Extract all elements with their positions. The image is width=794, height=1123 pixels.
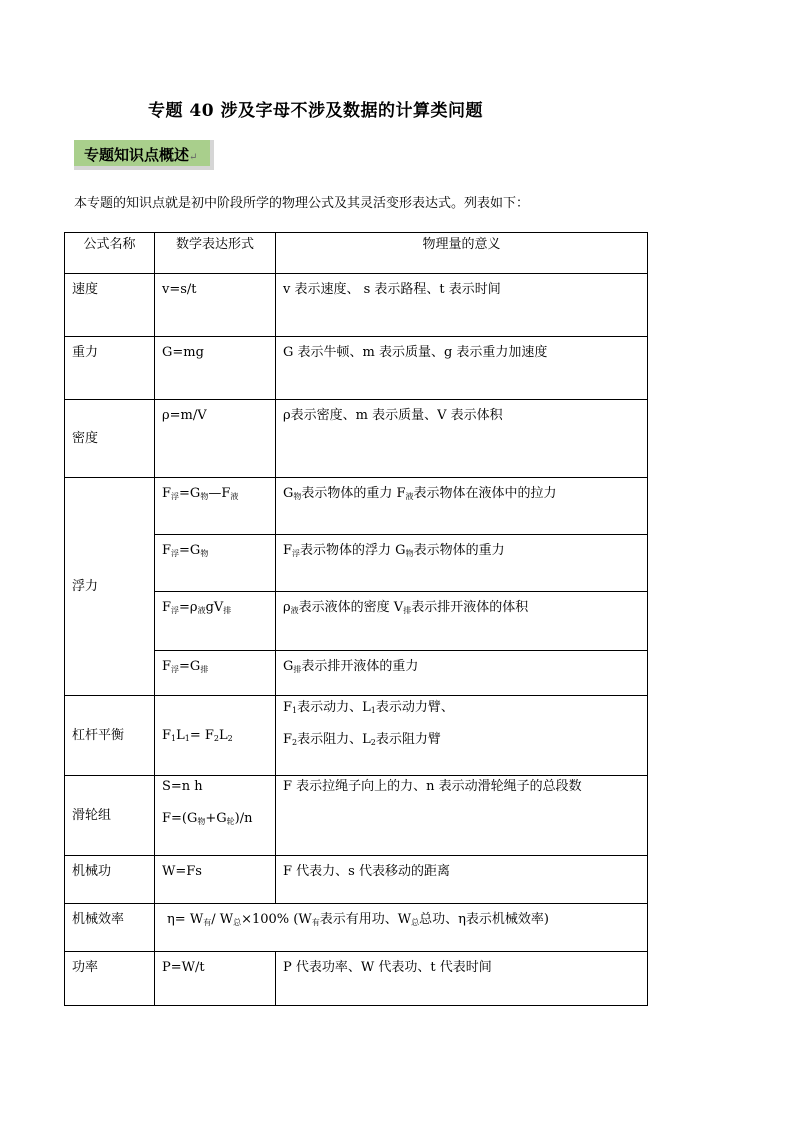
cell-formula: $F_浮=G_排$: [155, 651, 276, 696]
formula-table: [64, 232, 648, 1006]
cell-meaning: $G_物$表示物体的重力 $F_液$表示物体在液体中的拉力: [276, 478, 648, 535]
cell-formula: S=n h $F=(G_物+G_轮)/n$: [155, 776, 276, 856]
cell-name: 机械功: [65, 856, 155, 904]
cell-meaning: F 表示拉绳子向上的力、n 表示动滑轮绳子的总段数: [276, 776, 648, 856]
table-header-row: [65, 233, 648, 274]
cell-name: 功率: [65, 952, 155, 1006]
table-row-density: [65, 400, 648, 478]
table-row-pulley: [65, 776, 648, 856]
cell-meaning: $F_浮$表示物体的浮力 $G_物$表示物体的重力: [276, 535, 648, 592]
cell-name: 速度: [65, 274, 155, 337]
cell-meaning: ρ表示密度、m 表示质量、V 表示体积: [276, 400, 648, 478]
cell-formula: $F_浮=G_物—F_液$: [155, 478, 276, 535]
table-row-buoyancy-1: [65, 478, 648, 535]
table-row-work: [65, 856, 648, 904]
cell-formula: P=W/t: [155, 952, 276, 1006]
table-row-speed: [65, 274, 648, 337]
cell-formula: $\eta= W_有/$ $W_总\times 100\%$ ($W_有$表示有用功、$W_总$总功、η表示机械效率): [155, 904, 648, 952]
cell-name: 杠杆平衡: [65, 696, 155, 776]
cell-meaning: G 表示牛顿、m 表示质量、g 表示重力加速度: [276, 337, 648, 400]
section-tag: [74, 140, 214, 170]
table-row-lever: [65, 696, 648, 776]
return-mark-icon: ↵: [189, 152, 198, 163]
cell-formula: ρ=m/V: [155, 400, 276, 478]
table-row-efficiency: [65, 904, 648, 952]
cell-formula: $F_浮=G_物$: [155, 535, 276, 592]
cell-meaning: v 表示速度、 s 表示路程、t 表示时间: [276, 274, 648, 337]
page-title: 专题 40 涉及字母不涉及数据的计算类问题: [148, 101, 483, 121]
cell-meaning: $G_排$表示排开液体的重力: [276, 651, 648, 696]
cell-meaning: $\rho_液$表示液体的密度 $V_排$表示排开液体的体积: [276, 592, 648, 651]
table-row-power: [65, 952, 648, 1006]
header-formula: 数学表达形式: [155, 233, 276, 274]
cell-formula: G=mg: [155, 337, 276, 400]
cell-name: 密度: [65, 400, 155, 478]
header-meaning: 物理量的意义: [276, 233, 648, 274]
cell-formula: v=s/t: [155, 274, 276, 337]
cell-meaning: F 代表力、s 代表移动的距离: [276, 856, 648, 904]
cell-formula: W=Fs: [155, 856, 276, 904]
cell-name: 重力: [65, 337, 155, 400]
cell-name: 浮力: [65, 478, 155, 696]
cell-formula: $F_浮=\rho_液gV_排$: [155, 592, 276, 651]
cell-name: 机械效率: [65, 904, 155, 952]
section-tag-label: 专题知识点概述: [84, 146, 190, 164]
cell-name: 滑轮组: [65, 776, 155, 856]
table-row-gravity: [65, 337, 648, 400]
cell-formula: $F_1L_1= F_2L_2$: [155, 696, 276, 776]
cell-meaning: P 代表功率、W 代表功、t 代表时间: [276, 952, 648, 1006]
cell-meaning: $F_1$表示动力、$L_1$表示动力臂、 $F_2$表示阻力、$L_2$表示阻力臂: [276, 696, 648, 776]
intro-text: 本专题的知识点就是初中阶段所学的物理公式及其灵活变形表达式。列表如下：: [74, 196, 530, 211]
header-name: 公式名称: [65, 233, 155, 274]
